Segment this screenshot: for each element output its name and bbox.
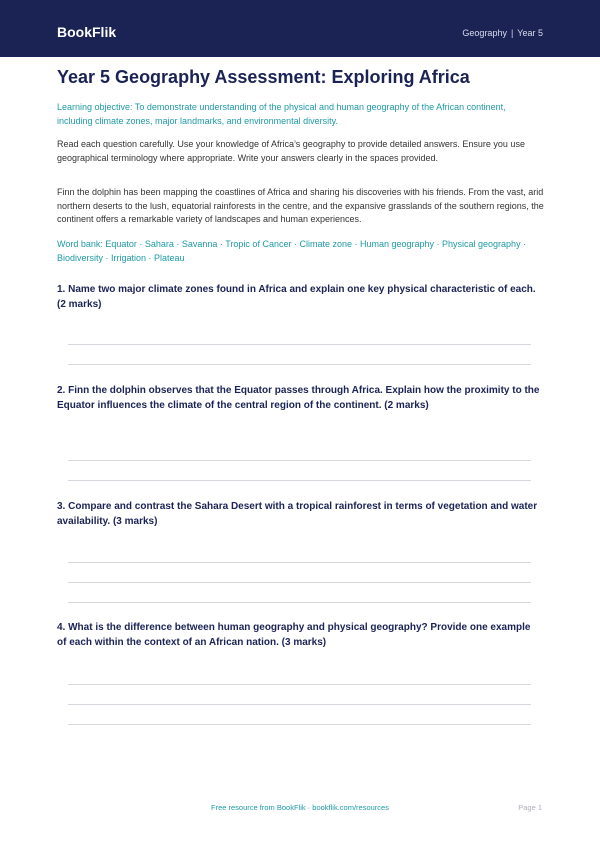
- question-3: 3. Compare and contrast the Sahara Desert with a tropical rainforest in terms of vegetation and water availability. (3 marks): [57, 501, 538, 527]
- answer-line[interactable]: [68, 684, 531, 685]
- answer-line[interactable]: [68, 704, 531, 705]
- brand-logo[interactable]: BookFlik: [57, 24, 117, 40]
- word-bank: Word bank: Equator · Sahara · Savanna · Tropic of Cancer · Climate zone · Human geography · Physical geography · Biodiversity · Irrigation · Plateau: [57, 239, 527, 263]
- answer-line[interactable]: [68, 582, 531, 583]
- answer-line[interactable]: [68, 480, 531, 481]
- header-bar: [0, 0, 600, 57]
- breadcrumb-subject: Geography: [462, 28, 507, 38]
- footer-credit[interactable]: Free resource from BookFlik · bookflik.com/resources: [211, 803, 389, 812]
- answer-line[interactable]: [68, 344, 531, 345]
- learning-objective: Learning objective: To demonstrate understanding of the physical and human geography of the African continent, including climate zones, major landmarks, and environmental diversity.: [57, 102, 506, 126]
- page-title: Year 5 Geography Assessment: Exploring Africa: [57, 67, 470, 87]
- answer-line[interactable]: [68, 364, 531, 365]
- page-number: Page 1: [518, 803, 542, 812]
- question-4: 4. What is the difference between human geography and physical geography? Provide one example of each within the context of an African nation. (3 marks): [57, 622, 531, 648]
- question-1: 1. Name two major climate zones found in Africa and explain one key physical characteristic of each. (2 marks): [57, 284, 536, 310]
- question-2: 2. Finn the dolphin observes that the Equator passes through Africa. Explain how the proximity to the Equator influences the climate of the central region of the continent. (2 marks): [57, 385, 540, 411]
- answer-line[interactable]: [68, 460, 531, 461]
- answer-line[interactable]: [68, 562, 531, 563]
- answer-line[interactable]: [68, 602, 531, 603]
- intro-text: Finn the dolphin has been mapping the coastlines of Africa and sharing his discoveries with his friends. From the vast, arid northern deserts to the lush, equatorial rainforests in the centre, and the expansive grasslands of the southern regions, the continent offers a remarkable variety of landscapes and human experiences.: [57, 187, 544, 224]
- breadcrumb: [462, 27, 543, 39]
- breadcrumb-year: Year 5: [517, 28, 543, 38]
- breadcrumb-separator: |: [510, 28, 514, 38]
- answer-line[interactable]: [68, 724, 531, 725]
- instructions-text: Read each question carefully. Use your knowledge of Africa’s geography to provide detailed answers. Ensure you use geographical terminology where appropriate. Write your answers clearly in the spaces provided.: [57, 139, 525, 163]
